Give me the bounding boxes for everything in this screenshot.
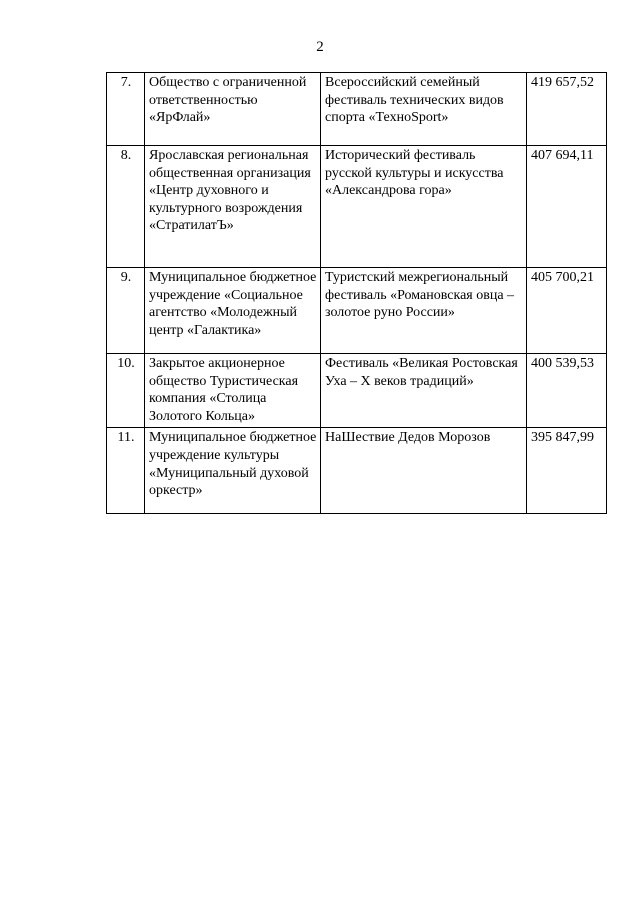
- organization-cell: Муниципальное бюджетное учреждение «Социальное агентство «Молодежный центр «Галактика»: [145, 268, 321, 354]
- page-number: 2: [316, 39, 324, 55]
- amount-cell: 400 539,53: [527, 354, 607, 428]
- event-cell: Всероссийский семейный фестиваль технических видов спорта «ТехноSport»: [321, 73, 527, 146]
- table-row: [107, 268, 607, 354]
- amount-cell: 407 694,11: [527, 146, 607, 268]
- event-cell: НаШествие Дедов Морозов: [321, 428, 527, 514]
- event-cell: Исторический фестиваль русской культуры и искусства «Александрова гора»: [321, 146, 527, 268]
- table-row: [107, 428, 607, 514]
- organization-cell: Ярославская региональная общественная организация «Центр духовного и культурного возрождения «СтратилатЪ»: [145, 146, 321, 268]
- event-cell: Фестиваль «Великая Ростовская Уха – Х веков традиций»: [321, 354, 527, 428]
- organization-cell: Общество с ограниченной ответственностью «ЯрФлай»: [145, 73, 321, 146]
- grants-table: [106, 72, 607, 514]
- row-number: 10.: [107, 354, 145, 428]
- organization-cell: Муниципальное бюджетное учреждение культуры «Муниципальный духовой оркестр»: [145, 428, 321, 514]
- table-row: [107, 73, 607, 146]
- amount-cell: 395 847,99: [527, 428, 607, 514]
- amount-cell: 419 657,52: [527, 73, 607, 146]
- table-row: [107, 146, 607, 268]
- organization-cell: Закрытое акционерное общество Туристическая компания «Столица Золотого Кольца»: [145, 354, 321, 428]
- row-number: 9.: [107, 268, 145, 354]
- amount-cell: 405 700,21: [527, 268, 607, 354]
- row-number: 7.: [107, 73, 145, 146]
- row-number: 8.: [107, 146, 145, 268]
- row-number: 11.: [107, 428, 145, 514]
- table-row: [107, 354, 607, 428]
- event-cell: Туристский межрегиональный фестиваль «Романовская овца – золотое руно России»: [321, 268, 527, 354]
